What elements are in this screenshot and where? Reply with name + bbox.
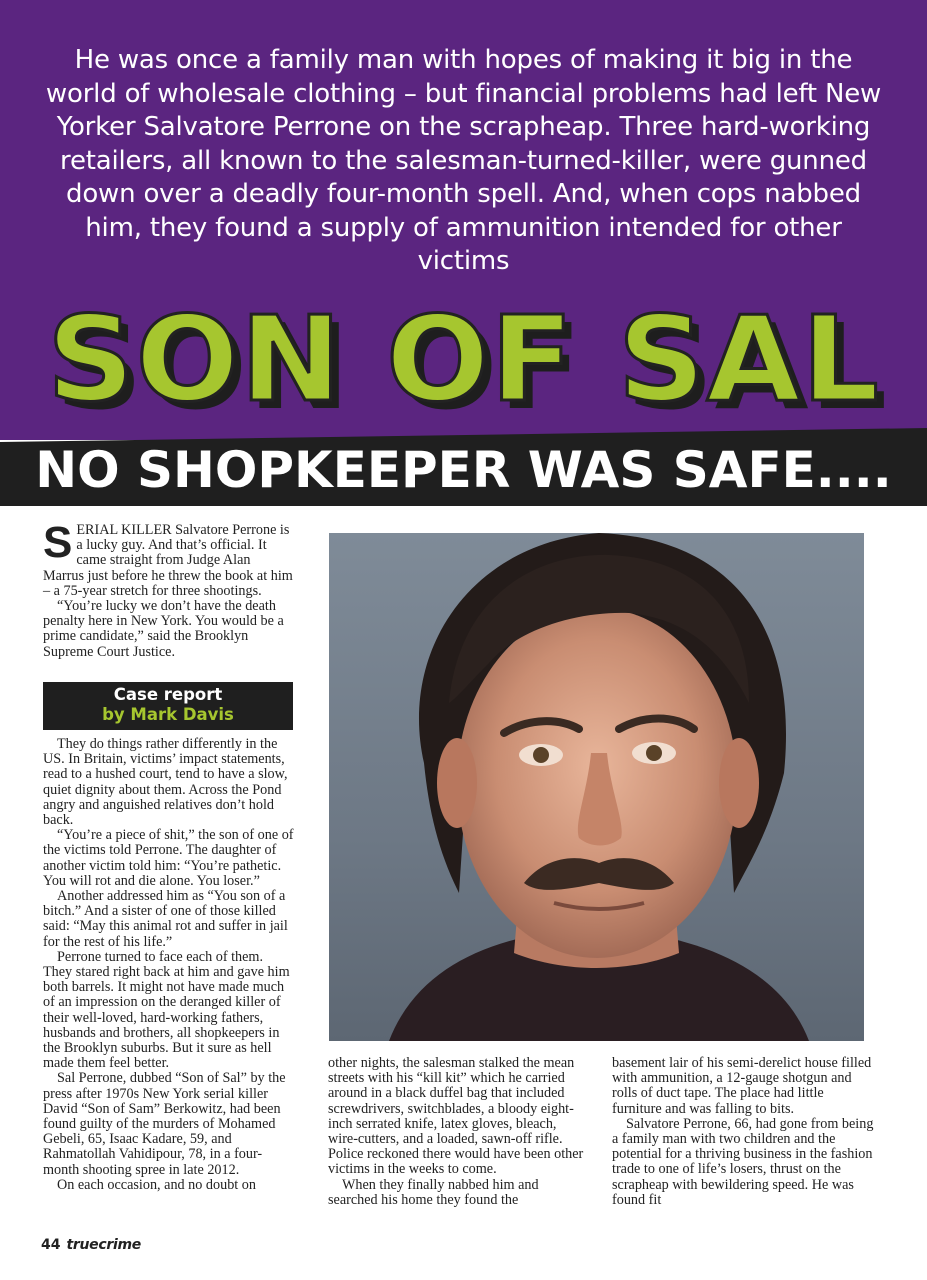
article-paragraph: Another addressed him as “You son of a bitch.” And a sister of one of those killed said: “May this animal rot and suffer in jail for the rest of his life.”: [43, 888, 288, 950]
article-paragraph: basement lair of his semi-derelict house filled with ammunition, a 12-gauge shotgun and rolls of duct tape. The place had little furniture and was falling to bits.: [612, 1055, 872, 1117]
page-number: 44: [41, 1237, 61, 1253]
article-column-1: [43, 737, 295, 1193]
byline-title: Case report: [113, 685, 223, 704]
byline-author: by Mark Davis: [102, 705, 234, 724]
standfirst: He was once a family man with hopes of making it big in the world of wholesale clothing – but financial problems had left New Yorker Salvatore Perrone on the scrapheap. Three hard-working retailers, all known to the salesman-turned-killer, were gunned down over a deadly four-month spell. And, when cops nabbed him, they found a supply of ammunition intended for other victims: [45, 45, 882, 276]
magazine-brand: truecrime: [66, 1237, 141, 1253]
strap-headline: NO SHOPKEEPER WAS SAFE....: [35, 441, 892, 499]
article-paragraph: Salvatore Perrone, 66, had gone from being a family man with two children and the potential for a thriving business in the fashion trade to one of life’s losers, thrust on the scrapheap with bewildering speed. He was found fit: [612, 1115, 874, 1208]
article-paragraph: “You’re lucky we don’t have the death penalty here in New York. You would be a prime candidate,” said the Brooklyn Supreme Court Justice.: [43, 598, 284, 660]
intro-text: ERIAL KILLER Salvatore Perrone is a lucky guy. And that’s official. It came straight from Judge Alan Marrus just before he threw the book at him – a 75-year stretch for three shootings.: [43, 522, 293, 599]
headline: SON OF SAL: [47, 290, 880, 428]
intro-paragraph: [43, 518, 295, 599]
article-column-3: [612, 1056, 874, 1208]
article-paragraph: When they finally nabbed him and searched his home they found the: [328, 1176, 539, 1208]
article-paragraph: other nights, the salesman stalked the mean streets with his “kill kit” which he carried around in a black duffel bag that included screwdrivers, switchblades, a bloody eight-inch serrated knife, latex gloves, bleach, wire-cutters, and a loaded, sawn-off rifle. Police reckoned there would have been other victims in the weeks to come.: [328, 1055, 584, 1178]
mugshot-illustration: [329, 533, 864, 1041]
article-paragraph: “You’re a piece of shit,” the son of one of the victims told Perrone. The daughter of another victim told him: “You’re pathetic. You will rot and die alone. You loser.”: [43, 827, 294, 889]
article-paragraph: They do things rather differently in the US. In Britain, victims’ impact statements, read to a hushed court, tend to have a slow, quiet dignity about them. Across the Pond angry and anguished relatives don’t hold back.: [43, 736, 288, 829]
drop-cap: S: [43, 518, 73, 567]
article-column-1-intro: [43, 518, 295, 660]
byline-box: [43, 682, 293, 730]
article-column-2: [328, 1056, 588, 1208]
article-paragraph: Sal Perrone, dubbed “Son of Sal” by the press after 1970s New York serial killer David “Son of Sam” Berkowitz, had been found guilty of the murders of Mohamed Gebeli, 65, Isaac Kadare, 59, and Rahmatollah Vahidipour, 78, in a four-month shooting spree in late 2012.: [43, 1070, 286, 1178]
mugshot-photo: [329, 533, 864, 1041]
folio: [41, 1235, 141, 1255]
article-paragraph: On each occasion, and no doubt on: [57, 1176, 256, 1193]
article-paragraph: Perrone turned to face each of them. They stared right back at him and gave him both barrels. It might not have made much of an impression on the deranged killer of their well-loved, hard-working fathers, husbands and brothers, all shopkeepers in the Brooklyn suburbs. But it sure as hell made them feel better.: [43, 948, 290, 1072]
